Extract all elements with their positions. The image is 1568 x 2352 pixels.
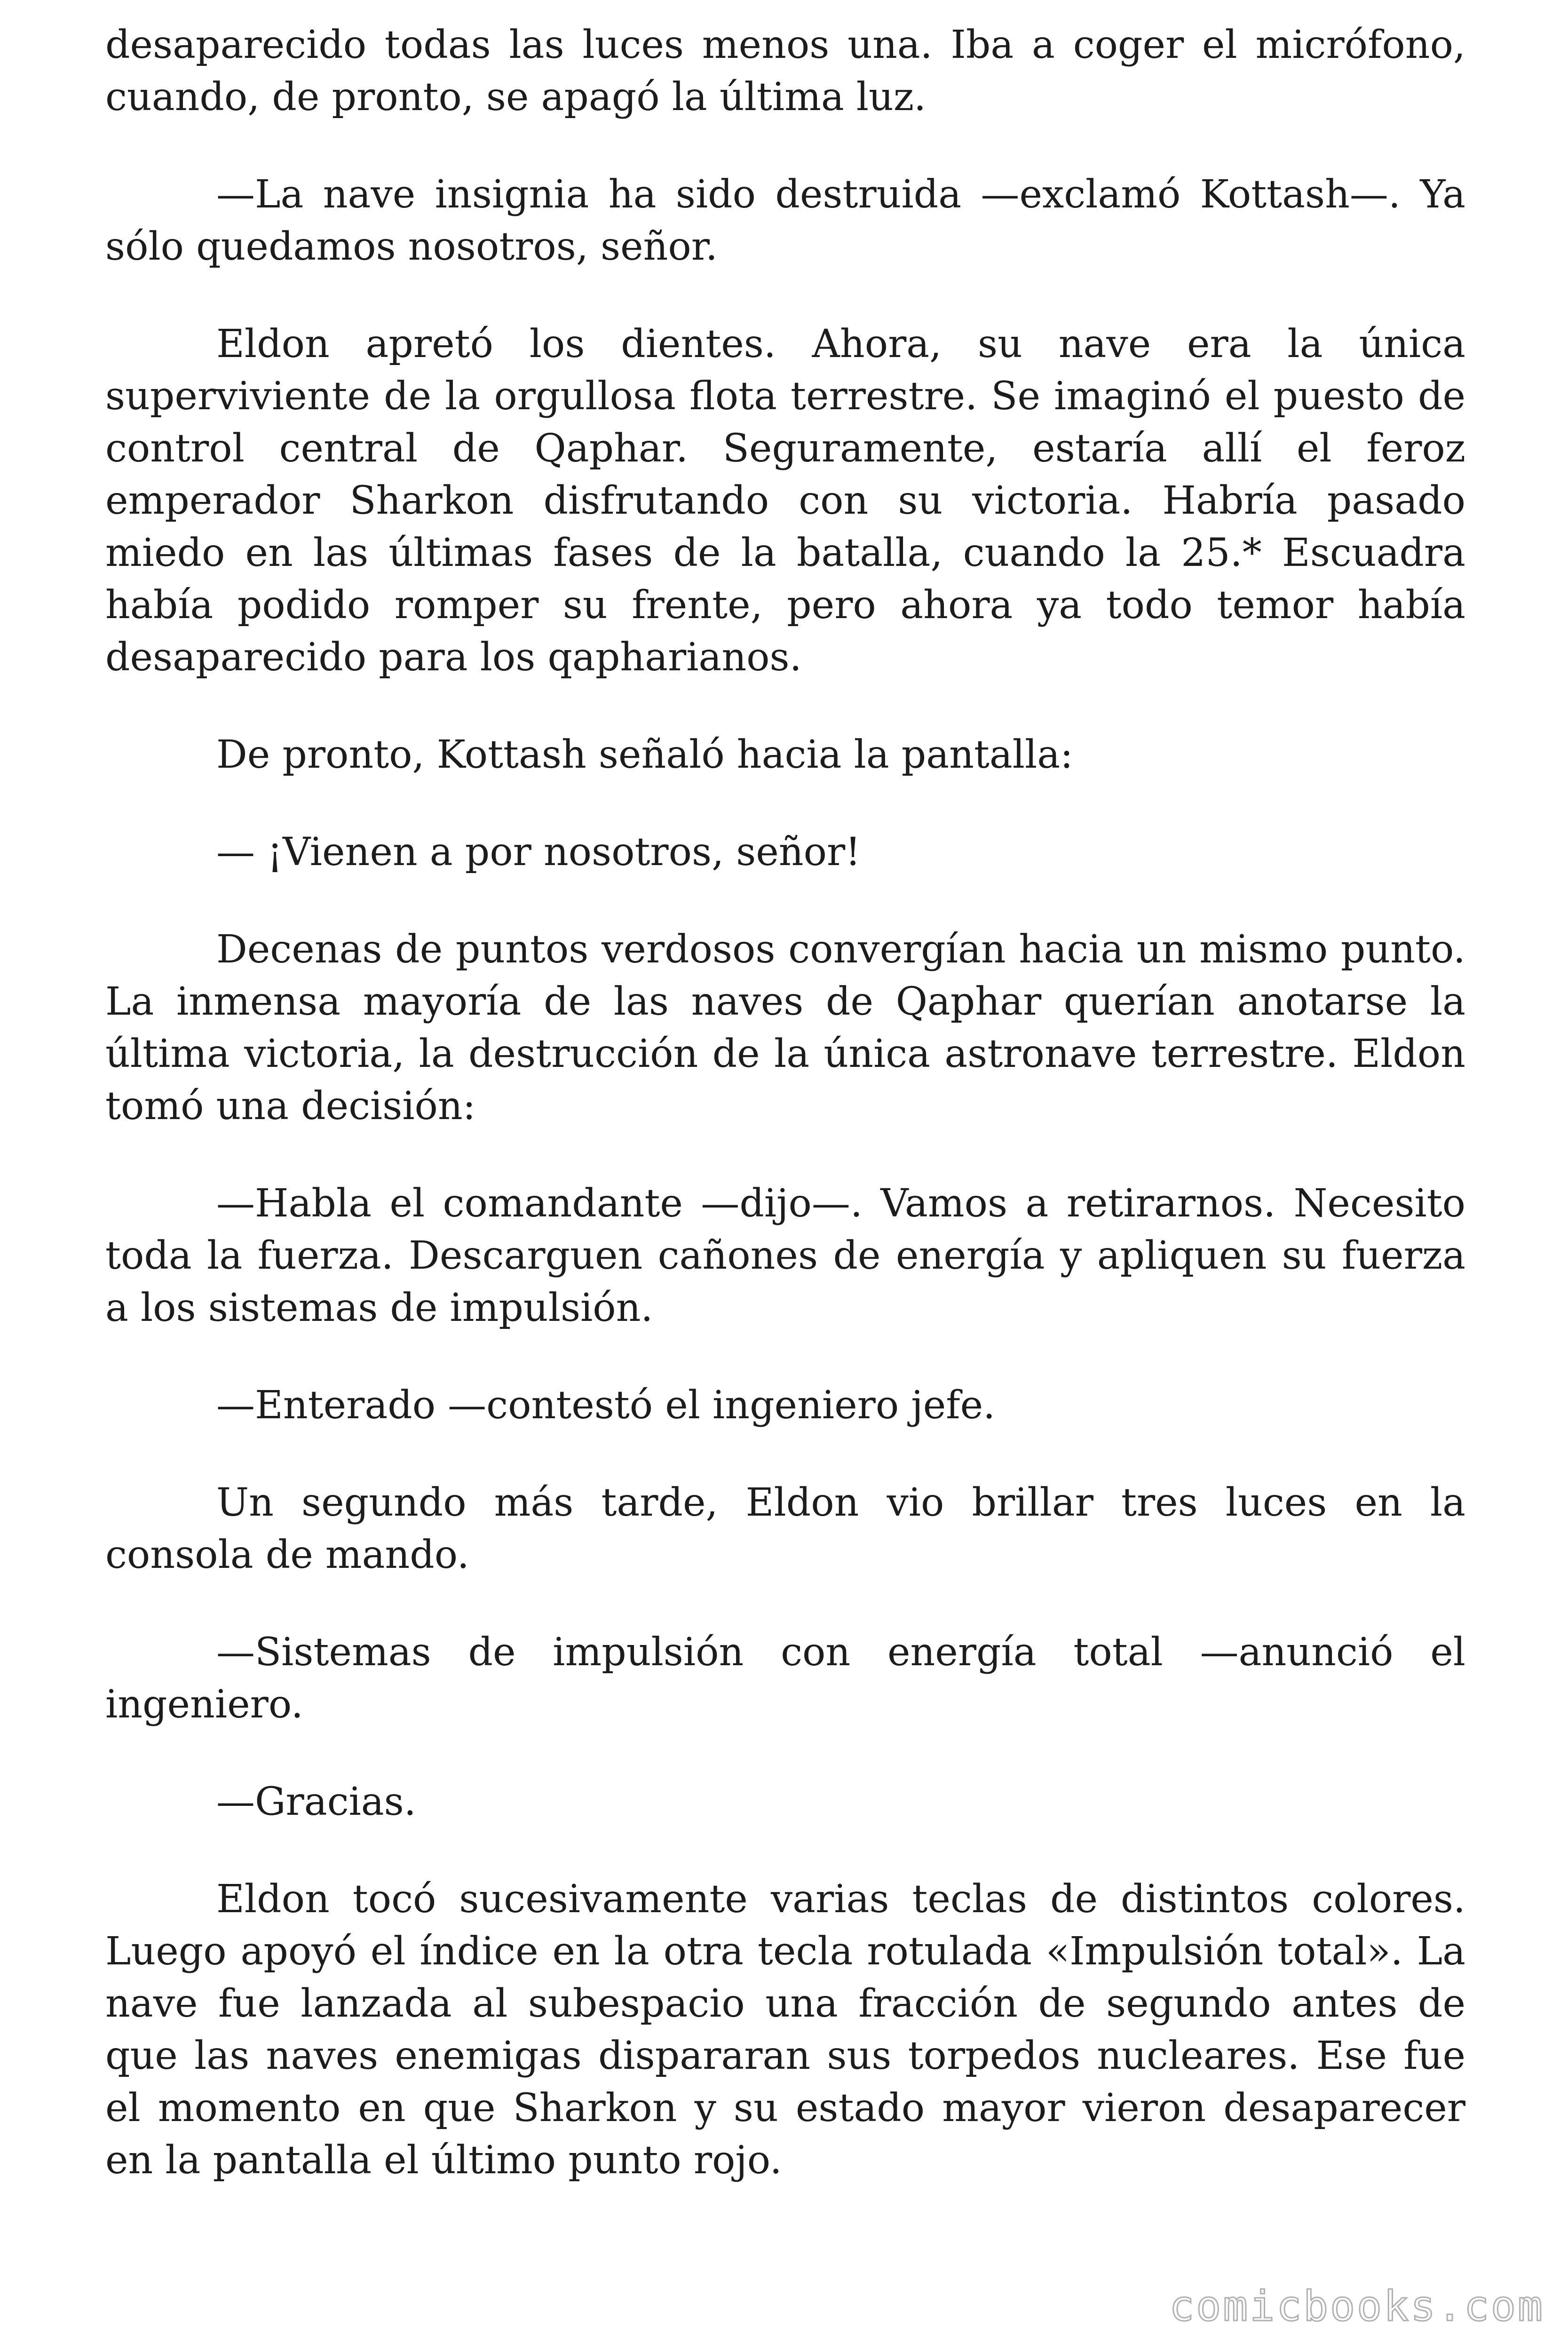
paragraph-7: —Habla el comandante —dijo—. Vamos a retirarnos. Necesito toda la fuerza. Descarguen cañones de energía y apliquen su fuerza a los sistemas de impulsión.	[105, 1181, 1465, 1330]
book-page-text	[105, 19, 1465, 2232]
paragraph-1: desaparecido todas las luces menos una. Iba a coger el micrófono, cuando, de pronto, se apagó la última luz.	[105, 23, 1465, 119]
paragraph-2: —La nave insignia ha sido destruida —exclamó Kottash—. Ya sólo quedamos nosotros, señor.	[105, 172, 1465, 269]
paragraph-11: —Gracias.	[216, 1780, 416, 1824]
paragraph-6: Decenas de puntos verdosos convergían hacia un mismo punto. La inmensa mayoría de las naves de Qaphar querían anotarse la última victoria, la destrucción de la única astronave terrestre. Eldon tomó una decisión:	[105, 927, 1465, 1128]
watermark-logo: comicbooks.com	[1169, 2282, 1544, 2330]
paragraph-9: Un segundo más tarde, Eldon vio brillar tres luces en la consola de mando.	[105, 1480, 1465, 1577]
paragraph-12: Eldon tocó sucesivamente varias teclas de distintos colores. Luego apoyó el índice en la otra tecla rotulada «Impulsión total». La nave fue lanzada al subespacio una fracción de segundo antes de que las naves enemigas dispararan sus torpedos nucleares. Ese fue el momento en que Sharkon y su estado mayor vieron desaparecer en la pantalla el último punto rojo.	[105, 1877, 1465, 2183]
paragraph-10: —Sistemas de impulsión con energía total —anunció el ingeniero.	[105, 1630, 1465, 1727]
paragraph-3: Eldon apretó los dientes. Ahora, su nave era la única superviviente de la orgullosa flota terrestre. Se imaginó el puesto de control central de Qaphar. Seguramente, estaría allí el feroz emperador Sharkon disfrutando con su victoria. Habría pasado miedo en las últimas fases de la batalla, cuando la 25.* Escuadra había podido romper su frente, pero ahora ya todo temor había desaparecido para los qapharianos.	[105, 322, 1465, 680]
paragraph-8: —Enterado —contestó el ingeniero jefe.	[216, 1383, 996, 1428]
paragraph-4: De pronto, Kottash señaló hacia la pantalla:	[216, 732, 1073, 777]
paragraph-5: — ¡Vienen a por nosotros, señor!	[216, 830, 861, 874]
